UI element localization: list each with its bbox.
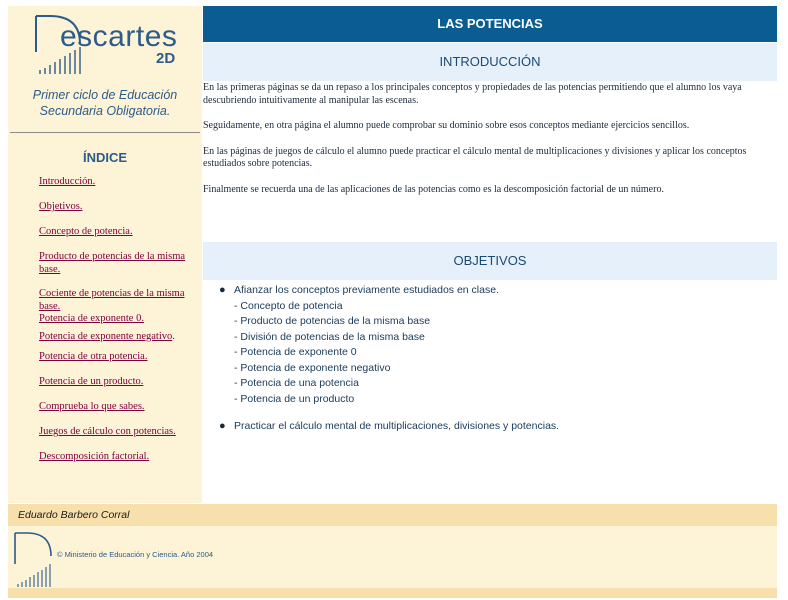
bullet-icon: ● [219, 284, 226, 296]
footer-bottom-bar [8, 588, 777, 598]
objective-text: Practicar el cálculo mental de multiplicaciones, divisiones y potencias. [234, 420, 560, 432]
intro-paragraph: En las páginas de juegos de cálculo el alumno puede practicar el cálculo mental de multiplicaciones y divisiones y aplicar los conceptos estudiados sobre potencias. [203, 145, 747, 169]
author-name: Eduardo Barbero Corral [18, 509, 130, 521]
bullet-icon: ● [219, 420, 226, 432]
descartes-logo[interactable] [32, 12, 192, 76]
objective-sub-item: - Potencia de exponente 0 [234, 346, 357, 358]
objective-sub-item: - Concepto de potencia [234, 299, 343, 312]
intro-paragraph: Finalmente se recuerda una de las aplicaciones de las potencias como es la descomposición factorial de un número. [203, 183, 664, 195]
objectives-heading: OBJETIVOS [203, 242, 777, 280]
index-link-exponente-negativo-text: Potencia de exponente negativo [39, 330, 173, 342]
index-link-juegos[interactable]: Juegos de cálculo con potencias. [39, 426, 176, 437]
index-link-objetivos[interactable]: Objetivos. [39, 201, 83, 212]
objective-sub-item: - Potencia de una potencia [234, 377, 359, 389]
index-link-producto-potencia[interactable]: Potencia de un producto. [39, 376, 144, 387]
sidebar [8, 6, 202, 503]
index-link-producto[interactable]: Producto de potencias de la misma base. [39, 251, 186, 275]
page-title: LAS POTENCIAS [203, 6, 777, 42]
logo-word: escartes [60, 20, 178, 53]
logo-2d-label: 2D [156, 50, 176, 67]
footer-author-bar [8, 504, 777, 526]
objective-item [219, 283, 774, 299]
objective-sub-item: - Potencia de exponente negativo [234, 361, 391, 374]
objective-text: Afianzar los conceptos previamente estudiados en clase. [234, 284, 499, 296]
objective-sub-item: - División de potencias de la misma base [234, 330, 425, 343]
index-trailing-dot: . [172, 330, 175, 342]
descartes-small-logo-icon[interactable] [13, 530, 55, 588]
sidebar-divider [10, 132, 200, 133]
copyright-text: © Ministerio de Educación y Ciencia. Año 2004 [57, 550, 214, 559]
subtitle-line-2: Secundaria Obligatoria. [39, 104, 171, 118]
objective-sub-item: - Potencia de un producto [234, 392, 355, 405]
index-link-exponente-0[interactable]: Potencia de exponente 0. [39, 313, 144, 324]
intro-paragraph: En las primeras páginas se da un repaso a los principales conceptos y propiedades de las potencias permitiendo que el alumno los vaya descubriendo intuitivamente al manipular las escenas. [203, 82, 742, 106]
index-link-introduccion[interactable]: Introducción. [39, 176, 96, 187]
objective-sub-item: - Producto de potencias de la misma base [234, 315, 431, 327]
intro-text [203, 82, 773, 196]
course-subtitle [8, 87, 202, 119]
index-link-comprueba[interactable]: Comprueba lo que sabes. [39, 401, 145, 412]
footer [8, 526, 777, 588]
intro-paragraph: Seguidamente, en otra página el alumno puede comprobar su dominio sobre esos conceptos mediante ejercicios sencillos. [203, 120, 690, 131]
index-title: ÍNDICE [82, 150, 128, 165]
index-link-concepto[interactable]: Concepto de potencia. [39, 226, 133, 237]
index-link-cociente[interactable]: Cociente de potencias de la misma base. [39, 288, 185, 312]
index-link-exponente-negativo[interactable] [39, 331, 172, 342]
intro-heading: INTRODUCCIÓN [203, 43, 777, 81]
objectives-list [219, 283, 774, 435]
index-link-descomposicion[interactable]: Descomposición factorial. [39, 451, 150, 462]
subtitle-line-1: Primer ciclo de Educación [32, 88, 178, 102]
objective-item [219, 419, 774, 435]
index-link-otra-potencia[interactable]: Potencia de otra potencia. [39, 351, 148, 362]
